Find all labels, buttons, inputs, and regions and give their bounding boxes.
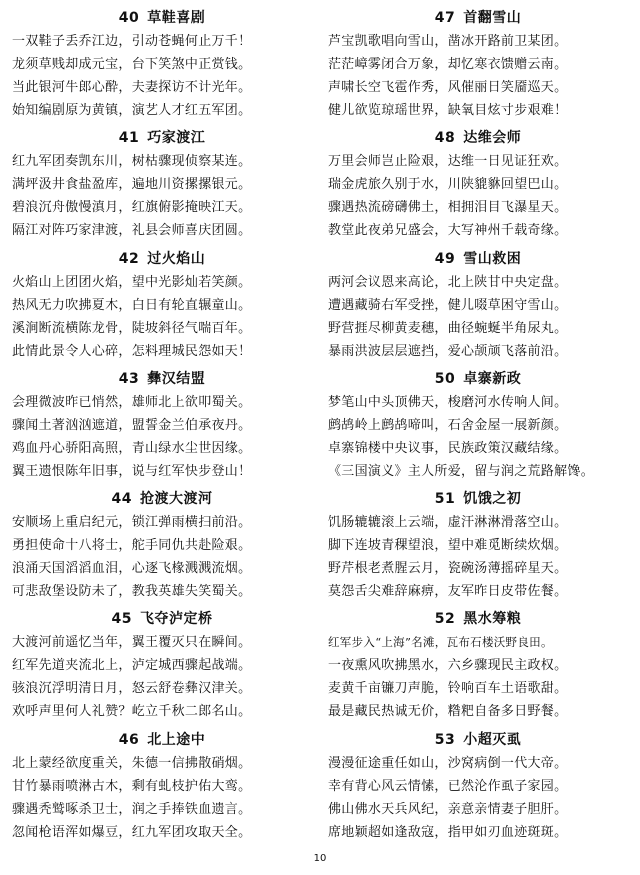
poem-line: 隔江对阵巧家津渡，礼县会师喜庆团圆。 [12,223,252,239]
poem-line: 佛山佛水天兵风纪，亲意亲情妻子胆肝。 [328,801,568,817]
poem-number: 45 [111,611,132,628]
poem-title [328,247,628,271]
poem-block [12,6,312,126]
poem-line: 声啸长空飞雹作秀，风催丽日笑靥巡天。 [328,80,568,95]
poem-name: 饥饿之初 [463,491,522,508]
poem-line: 茫茫嶂雾闭合万象，却忆寒衣馈赠云南。 [328,57,568,72]
poem-line: 此情此景令人心碎，怎料理城民怨如天！ [12,343,252,359]
poem-number: 40 [118,10,140,26]
left-column [12,6,312,848]
poem-line: 脚下连坡青稞望浪，望中难觅断续炊烟。 [328,538,568,554]
poem-title [12,487,312,511]
poem-line: 大渡河前遥忆当年，翼王覆灭只在瞬间。 [12,635,252,651]
poem-number: 51 [434,491,456,508]
poem-title [12,607,312,631]
poem-line: 最是藏民热诚无价，糌粑自备多日野餐。 [328,704,568,720]
poem-name: 抢渡大渡河 [139,491,213,508]
poem-line: 龙须草贱却成元宝，台下笑煞中正赏钱。 [12,57,252,72]
poem-line: 勇担使命十八将士，舵手同仇共赴险艰。 [12,538,252,554]
poem-line: 一夜熏风吹拂黑水，六乡骤现民主政权。 [328,658,568,674]
poem-line: 碧浪沉舟傲慢滇月，红旗俯影掩映江天。 [12,200,252,216]
poem-name: 过火焰山 [147,250,206,267]
poem-line: 两河会议恩来高论，北上陕甘中央定盘。 [328,274,568,290]
poem-title [328,6,628,30]
poem-line: 暴雨洪波层层遮挡，爱心颉颃飞落前沿。 [328,343,568,359]
poem-title [328,126,628,150]
poem-line: 鸡血丹心骄阳高照，青山绿水尘世因缘。 [12,440,252,456]
poem-line: 溪涧断流横陈龙骨，陡坡斜径气喘百年。 [12,320,252,336]
poem-block [12,247,312,367]
page [12,6,628,848]
poem-line: 遭遇藏骑右军受挫，健儿啜草困守雪山。 [328,297,568,313]
poem-name: 草鞋喜剧 [147,10,206,26]
poem-title [12,126,312,150]
poem-line: 万里会师岂止险艰，达维一日见证狂欢。 [328,154,568,170]
poem-title [328,487,628,511]
poem-number: 46 [118,731,140,748]
poem-block [12,126,312,246]
poem-title [12,367,312,391]
poem-block [328,607,628,727]
poem-name: 小超灭虱 [463,731,522,748]
poem-line: 瑞金虎旅久别于水，川陕貔貅回望巴山。 [328,177,568,193]
poem-line: 骤遇秃鹫啄杀卫士，润之手捧铁血遗言。 [12,801,252,817]
poem-name: 黑水筹粮 [463,611,522,628]
poem-block [328,126,628,246]
poem-block [12,607,312,727]
poem-name: 雪山救困 [463,250,522,267]
page-number: 10 [313,853,327,864]
poem-title [328,367,628,391]
poem-number: 43 [118,370,140,387]
poem-line: 麦黄千亩镰刀声脆，铃响百车土语歌甜。 [328,681,568,697]
poem-line: 甘竹暴雨喷淋古木，剩有虬枝护佑大鸾。 [12,778,252,794]
poem-line: 健儿欲览琼瑶世界，缺氧目炫寸步艰难！ [328,103,568,118]
poem-title [328,607,628,631]
poem-line: 红军步入“上海”名滩，瓦布石楼沃野良田。 [328,635,553,650]
poem-line: 教堂此夜弟兄盛会，大写神州千载奇缘。 [328,223,568,239]
poem-number: 48 [434,130,456,147]
poem-line: 漫漫征途重任如山，沙窝病倒一代大帝。 [328,755,568,771]
poem-name: 飞夺泸定桥 [139,611,213,628]
poem-number: 47 [434,10,456,26]
poem-number: 44 [111,491,132,508]
poem-block [328,487,628,607]
poem-block [328,6,628,126]
poem-block [328,247,628,367]
poem-number: 49 [434,250,456,267]
poem-line: 卓寨锦楼中央议事，民族政策汉藏结缘。 [328,440,568,456]
poem-line: 一双鞋子丢乔江边，引动苍蝇何止万千！ [12,34,252,49]
poem-number: 41 [118,130,140,147]
poem-line: 会理微波昨已悄然，雄师北上欲叩蜀关。 [12,394,252,410]
poem-number: 42 [118,250,140,267]
poem-line: 骤闻土著汹汹遮道，盟誓金兰伯承夜丹。 [12,417,252,433]
poem-block [12,367,312,487]
poem-name: 达维会师 [463,130,522,147]
poem-block [12,728,312,848]
poem-block [328,367,628,487]
poem-name: 首翻雪山 [463,10,522,26]
poem-line: 翼王遗恨陈年旧事，说与红军快步登山！ [12,463,252,479]
poem-line: 野芹根老煮腥云月，瓷碗汤薄摇碎星天。 [328,561,568,577]
poem-title [12,728,312,752]
poem-name: 巧家渡江 [147,130,206,147]
poem-line: 可悲敌堡设防未了，教我英雄失笑蜀关。 [12,584,252,600]
poem-line: 热风无力吹拂夏木，白日有轮直辗童山。 [12,297,252,313]
poem-line: 骤遇热流磅礴佛土，相拥泪目飞瀑星天。 [328,200,568,216]
poem-line: 忽闻枪语浑如爆豆，红九军团攻取天全。 [12,824,252,840]
poem-title [12,247,312,271]
poem-line: 火焰山上团团火焰，望中光影灿若笑颜。 [12,274,252,290]
poem-line: 满坪汲井食盐盈库，遍地川资摞摞银元。 [12,177,252,193]
poem-line: 饥肠辘辘滚上云端，虚汗淋淋滑落空山。 [328,515,568,531]
poem-line: 鹧鸪岭上鹧鸪啼叫，石舍金屋一展新颜。 [328,417,568,433]
poem-line: 野营捱尽柳黄麦穗，曲径蜿蜒半角尿丸。 [328,320,568,336]
poem-block [328,728,628,848]
poem-line: 红九军团奏凯东川，树枯骤现侦察某连。 [12,154,252,170]
right-column [328,6,628,848]
poem-line: 欢呼声里何人礼赞？屹立千秋二郎名山。 [12,704,252,720]
poem-line: 红军先道夹流北上，泸定城西骤起战端。 [12,658,252,674]
poem-line: 当此银河牛郎心酔，夫妻探访不计光年。 [12,80,252,95]
poem-number: 53 [434,731,456,748]
poem-number: 52 [434,611,456,628]
poem-title [328,728,628,752]
poem-title [12,6,312,30]
poem-number: 50 [434,370,456,387]
poem-line: 芦宝凯歌唱向雪山，凿冰开路前卫某团。 [328,34,568,49]
poem-line: 梦笔山中头顶佛天，梭磨河水传响人间。 [328,394,568,410]
poem-name: 彝汉结盟 [147,370,206,387]
poem-block [12,487,312,607]
poem-line: 《三国演义》主人所爱，留与润之荒路解馋。 [328,463,595,479]
poem-line: 骇浪沉浮明清日月，怒云舒卷彝汉津关。 [12,681,252,697]
poem-line: 席地颖超如逢敌寇，指甲如刃血迹斑斑。 [328,824,568,840]
poem-name: 北上途中 [147,731,206,748]
poem-line: 北上蒙经欲度重关，朱德一信拂散硝烟。 [12,755,252,771]
poem-line: 莫怨舌尖难辞麻痹，友军昨日皮带佐餐。 [328,584,568,600]
poem-line: 幸有背心风云情愫，已然沦作虱子家园。 [328,778,568,794]
poem-line: 安顺场上重启纪元，锁江弹雨横扫前沿。 [12,515,252,531]
poem-name: 卓寨新政 [463,370,522,387]
poem-line: 浪涌天国滔滔血泪，心逐飞椽溅溅流烟。 [12,561,252,577]
poem-line: 始知编剧原为黄镇，演艺人才红五军团。 [12,103,252,118]
